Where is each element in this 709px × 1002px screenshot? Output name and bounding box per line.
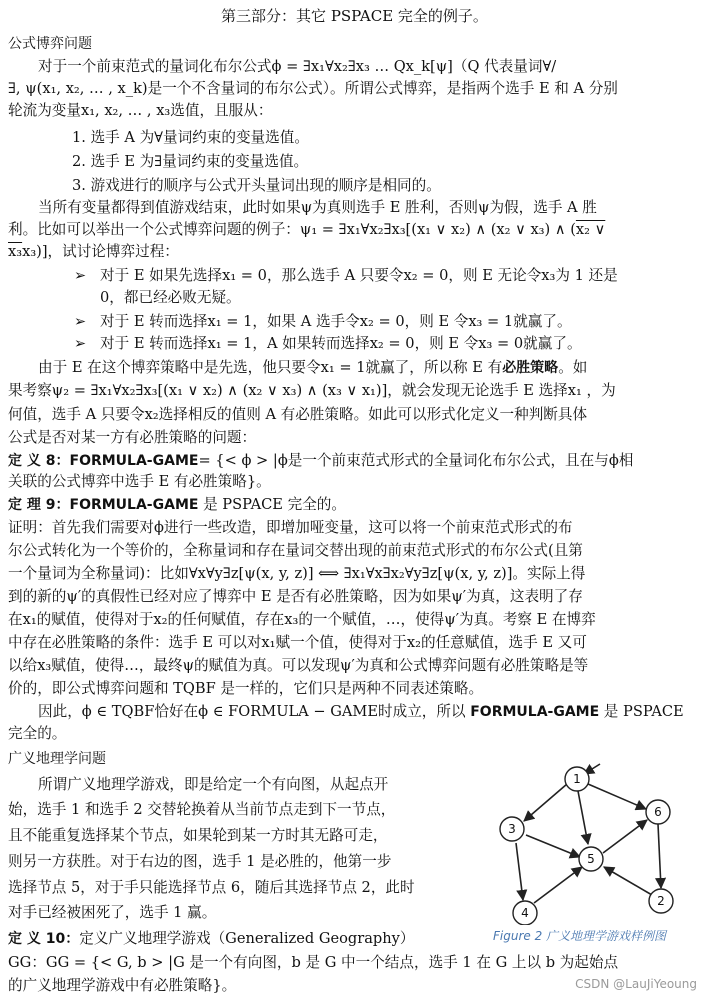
graph-edge bbox=[588, 784, 646, 809]
watermark: CSDN @LauJiYeoung bbox=[575, 977, 697, 991]
graph-edge bbox=[604, 867, 652, 895]
paragraph-line: ∃, ψ(x₁, x₂, … , x_k)是一个不含量词的布尔公式）。所谓公式博弈，是指两个选手 E 和 A 分别 bbox=[8, 80, 618, 97]
theorem-label: 定 理 9： bbox=[8, 497, 70, 513]
graph-node-label: 5 bbox=[587, 852, 595, 866]
definition-text: = {< ϕ > |ϕ是一个前束范式形式的全量词化布尔公式，且在与ϕ相 bbox=[198, 452, 634, 469]
text-span: 是 PSPACE bbox=[599, 703, 684, 720]
paragraph-line: 所谓广义地理学游戏，即是给定一个有向图，从起点开 bbox=[38, 776, 389, 793]
proof-line: 在x₁的赋值，使得对于x₂的任何赋值，存在x₃的一个赋值，…，使得ψ′为真。考察 E 在博弈 bbox=[8, 611, 596, 628]
proof-line: 价的，即公式博弈问题和 TQBF 是一样的，它们只是两种不同表述策略。 bbox=[8, 680, 484, 697]
paragraph-line: 始，选手 1 和选手 2 交替轮换着从当前节点走到下一节点， bbox=[8, 801, 396, 818]
paragraph-line bbox=[8, 242, 179, 262]
formula-text: x₃)]，试讨论博弈过程： bbox=[22, 243, 179, 260]
definition-name: FORMULA-GAME bbox=[69, 453, 199, 469]
formula-text: 利。比如可以举出一个公式博弈问题的例子：ψ₁ = ∃x₁∀x₂∃x₃[(x₁ ∨ x₂) ∧ (x₂ ∨ x₃) ∧ ( bbox=[8, 221, 576, 238]
section-heading-formula-game: 公式博弈问题 bbox=[8, 36, 92, 52]
emphasis-term: 必胜策略 bbox=[502, 360, 559, 376]
graph-node-label: 4 bbox=[521, 906, 529, 920]
proof-line: 尔公式转化为一个等价的，全称量词和存在量词交替出现的前束范式形式的布尔公式(且第 bbox=[8, 542, 583, 559]
bullet-arrow-icon: ➢ bbox=[74, 313, 87, 330]
text-span: 由于 E 在这个博弈策略中是先选，他只要令x₁ = 1就赢了，所以称 E 有 bbox=[38, 359, 503, 376]
graph-node-label: 2 bbox=[657, 894, 665, 908]
bullet-item: 对于 E 转而选择x₁ = 1，A 如果转而选择x₂ = 0，则 E 令x₃ = 0就赢了。 bbox=[100, 335, 582, 352]
graph-edge bbox=[578, 791, 588, 844]
graph-node-label: 1 bbox=[573, 772, 581, 786]
paragraph-line: 公式是否对某一方有必胜策略的问题： bbox=[8, 429, 257, 446]
definition-10 bbox=[8, 929, 415, 949]
theorem-name: FORMULA-GAME bbox=[69, 497, 199, 513]
rule-item: 1. 选手 A 为∀量词约束的变量选值。 bbox=[72, 129, 309, 146]
paragraph-line: 何值，选手 A 只要令x₂选择相反的值则 A 有必胜策略。如此可以形式化定义一种判断具体 bbox=[8, 406, 588, 423]
paragraph-line: 选择节点 5，对于手只能选择节点 6，随后其选择节点 2，此时 bbox=[8, 879, 415, 896]
geography-graph-figure bbox=[495, 760, 705, 925]
paragraph-line: 当所有变量都得到值游戏结束，此时如果ψ为真则选手 E 胜利，否则ψ为假，选手 A 胜 bbox=[38, 199, 597, 216]
text-span: 因此，ϕ ∈ TQBF恰好在ϕ ∈ FORMULA − GAME时成立，所以 bbox=[38, 703, 471, 720]
negated-variable: x₃ bbox=[8, 243, 23, 260]
conclusion-line: 完全的。 bbox=[8, 725, 67, 742]
graph-edge bbox=[524, 784, 567, 821]
graph-node-label: 3 bbox=[508, 822, 516, 836]
section-heading-geography: 广义地理学问题 bbox=[8, 751, 106, 767]
conclusion-line bbox=[38, 702, 684, 722]
paragraph-line: 对于一个前束范式的量词化布尔公式ϕ = ∃x₁∀x₂∃x₃ … Qx_k[ψ]（Q 代表量词∀/ bbox=[38, 58, 557, 75]
bullet-arrow-icon: ➢ bbox=[74, 335, 87, 352]
rule-item: 2. 选手 E 为∃量词约束的变量选值。 bbox=[72, 153, 309, 170]
bullet-arrow-icon: ➢ bbox=[74, 267, 87, 284]
graph-edge bbox=[603, 820, 647, 853]
paragraph-line: GG：GG = {< G, b > |G 是一个有向图，b 是 G 中一个结点，选手 1 在 G 上以 b 为起始点 bbox=[8, 954, 619, 971]
paragraph-line bbox=[38, 358, 587, 378]
definition-label: 定 义 8： bbox=[8, 453, 70, 469]
paragraph-line: 的广义地理学游戏中有必胜策略}。 bbox=[8, 977, 237, 994]
paragraph-line: 果考察ψ₂ = ∃x₁∀x₂∃x₃[(x₁ ∨ x₂) ∧ (x₂ ∨ x₃) ∧ (x₃ ∨ x₁)]，就会发现无论选手 E 选择x₁ ，为 bbox=[8, 382, 616, 399]
graph-node-label: 6 bbox=[654, 805, 662, 819]
negated-variable: x₂ ∨ bbox=[575, 221, 606, 238]
proof-line: 以给x₃赋值，使得…，最终ψ的赋值为真。可以发现ψ′为真和公式博弈问题有必胜策略是等 bbox=[8, 657, 589, 674]
paragraph-line: 则另一方获胜。对于右边的图，选手 1 是必胜的，他第一步 bbox=[8, 853, 392, 870]
definition-text: 定义广义地理学游戏（Generalized Geography） bbox=[79, 930, 415, 947]
definition-8 bbox=[8, 451, 633, 471]
paragraph-line: 关联的公式博弈中选手 E 有必胜策略}。 bbox=[8, 473, 271, 490]
paragraph-line bbox=[8, 220, 605, 240]
bullet-item: 对于 E 如果先选择x₁ = 0，那么选手 A 只要令x₂ = 0，则 E 无论令x₃为 1 还是 bbox=[100, 267, 618, 284]
proof-line: 中存在必胜策略的条件：选手 E 可以对x₁赋一个值，使得对于x₂的任意赋值，选手 E 又可 bbox=[8, 634, 587, 651]
page-title: 第三部分：其它 PSPACE 完全的例子。 bbox=[221, 7, 488, 25]
definition-label: 定 义 10： bbox=[8, 931, 80, 947]
paragraph-line: 且不能重复选择某个节点，如果轮到某一方时其无路可走， bbox=[8, 827, 388, 844]
paragraph-line: 轮流为变量x₁, x₂, … , x₃选值，且服从： bbox=[8, 102, 273, 119]
proof-line: 证明：首先我们需要对ϕ进行一些改造，即增加哑变量，这可以将一个前束范式形式的布 bbox=[8, 519, 573, 536]
proof-line: 一个量词为全称量词)：比如∀x∀y∃z[ψ(x, y, z)] ⟺ ∃x₁∀x∃x₂∀y∃z[ψ(x, y, z)]。实际上得 bbox=[8, 565, 586, 582]
graph-edge bbox=[658, 824, 661, 888]
proof-line: 到的新的ψ′的真假性已经对应了博弈中 E 是否有必胜策略，因为如果ψ′为真，这表明了存 bbox=[8, 588, 583, 605]
graph-edge bbox=[534, 867, 582, 903]
theorem-9 bbox=[8, 495, 346, 515]
bullet-item: 0，都已经必败无疑。 bbox=[100, 289, 241, 306]
theorem-text: 是 PSPACE 完全的。 bbox=[198, 496, 346, 513]
graph-edge bbox=[516, 843, 523, 900]
paragraph-line: 对手已经被困死了，选手 1 赢。 bbox=[8, 904, 217, 921]
graph-edge bbox=[526, 835, 580, 857]
rule-item: 3. 游戏进行的顺序与公式开头量词出现的顺序是相同的。 bbox=[72, 177, 441, 194]
bullet-item: 对于 E 转而选择x₁ = 1，如果 A 选手令x₂ = 0，则 E 令x₃ = 1就赢了。 bbox=[100, 313, 572, 330]
figure-caption: Figure 2 广义地理学游戏样例图 bbox=[493, 929, 667, 943]
text-span: 。如 bbox=[558, 359, 588, 376]
problem-name: FORMULA-GAME bbox=[470, 704, 600, 720]
